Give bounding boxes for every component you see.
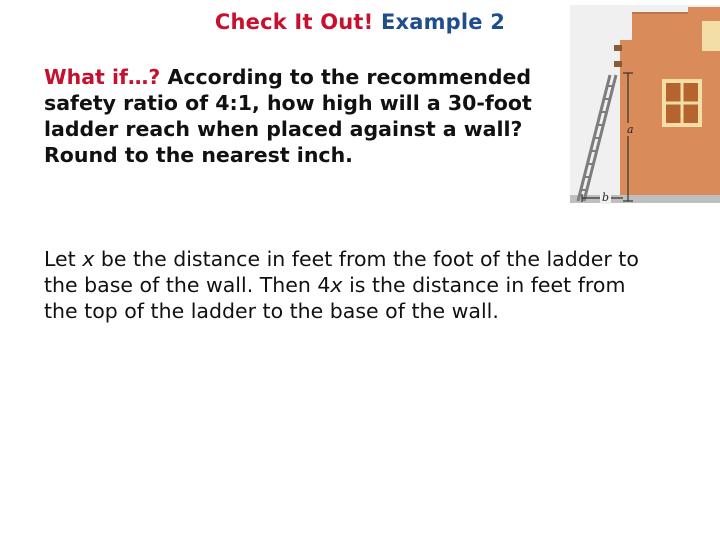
problem-prompt bbox=[44, 64, 564, 168]
variable-x-2: x bbox=[330, 273, 343, 297]
ground bbox=[570, 195, 720, 203]
explanation-part-1: Let bbox=[44, 247, 83, 271]
roof-beam bbox=[614, 61, 622, 67]
roof-beam bbox=[614, 45, 622, 51]
what-if-label: What if…? bbox=[44, 65, 161, 89]
explanation-part-2: be the distance in feet from the foot of the ladder to the base of the wall. Then 4 bbox=[44, 247, 639, 297]
example-label: Example 2 bbox=[380, 10, 506, 34]
explanation-part-3: is the distance in feet from the top of the ladder to the base of the wall. bbox=[44, 273, 626, 323]
label-b: b bbox=[602, 191, 610, 204]
check-it-out-label: Check It Out! bbox=[214, 10, 374, 34]
upper-window bbox=[702, 21, 720, 51]
ladder-wall-illustration bbox=[570, 5, 720, 203]
ladder-wall-figure bbox=[570, 5, 720, 203]
problem-text: According to the recommended safety ratio of 4:1, how high will a 30-foot ladder reach when placed against a wall? Round to the nearest inch. bbox=[44, 65, 532, 167]
explanation-text bbox=[44, 246, 664, 324]
label-a: a bbox=[627, 123, 634, 136]
variable-x-1: x bbox=[82, 247, 95, 271]
